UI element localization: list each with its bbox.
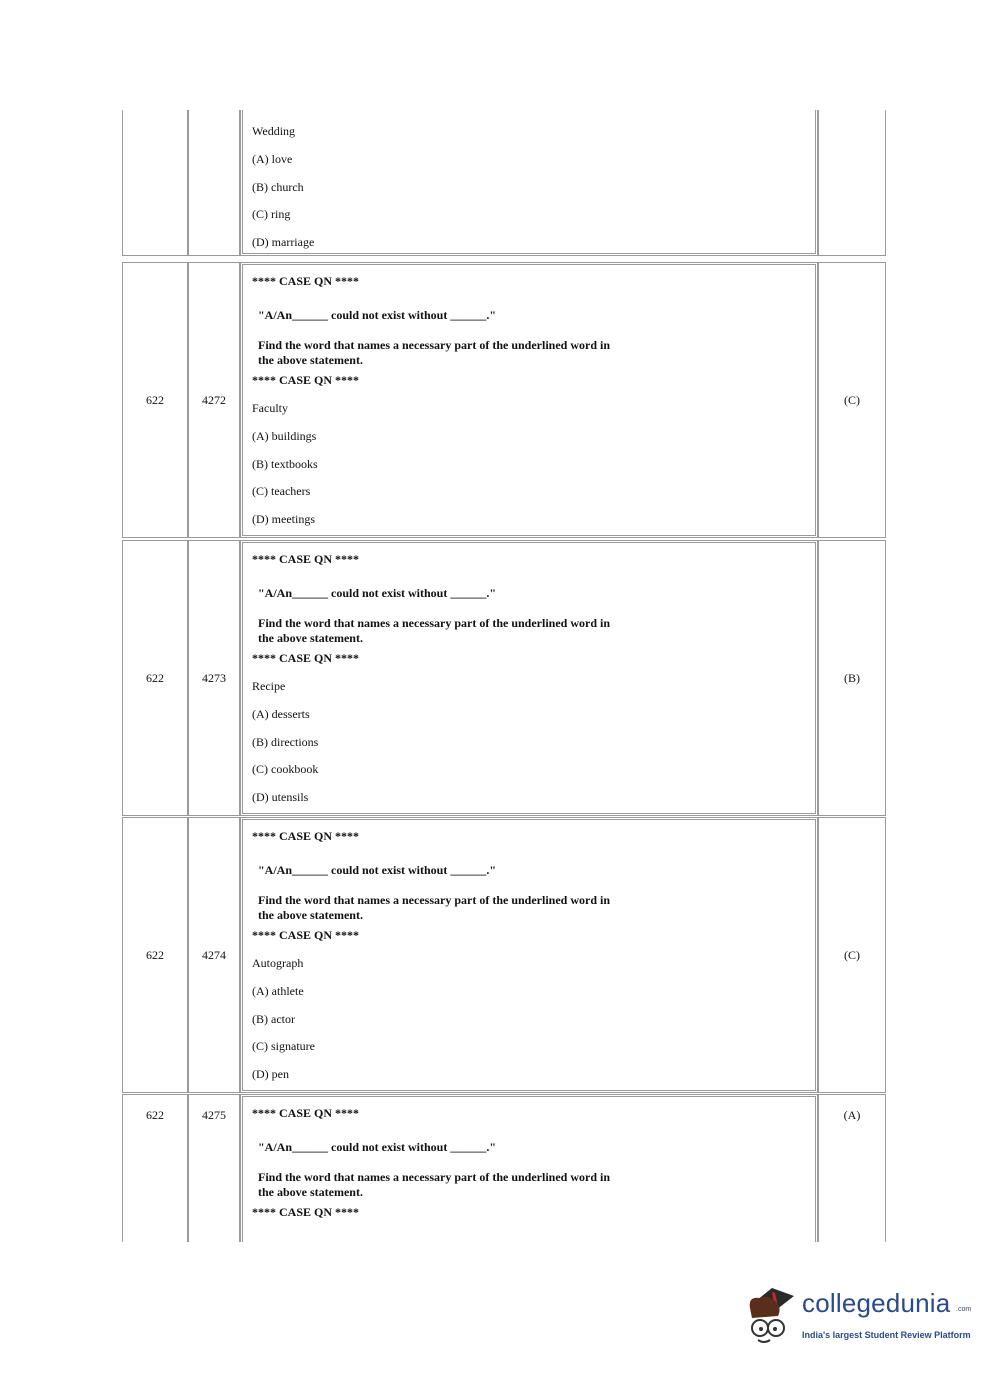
prefix-number: 622: [146, 671, 164, 685]
option-a: (A) desserts: [252, 707, 310, 721]
case-footer: **** CASE QN ****: [252, 1205, 360, 1219]
table-row: [122, 817, 886, 1093]
cell-question: [240, 817, 818, 1093]
cell-answer: [818, 817, 886, 1093]
case-footer: **** CASE QN ****: [252, 651, 360, 665]
option-a: (A) athlete: [252, 984, 304, 998]
option-b: (B) actor: [252, 1012, 295, 1026]
table-row: [122, 540, 886, 816]
prefix-number: 622: [146, 1108, 164, 1122]
case-instruction: Find the word that names a necessary part of the underlined word in the above statement.: [258, 893, 611, 922]
option-b: (B) directions: [252, 735, 319, 749]
question-word: Wedding: [252, 124, 296, 138]
case-instruction: Find the word that names a necessary part of the underlined word in the above statement.: [258, 616, 611, 645]
answer: (A): [843, 1108, 861, 1122]
option-c: (C) signature: [252, 1039, 315, 1053]
case-statement: "A/An______ could not exist without ______.": [258, 863, 497, 877]
case-footer: **** CASE QN ****: [252, 373, 360, 387]
case-statement: "A/An______ could not exist without ______.": [258, 1140, 497, 1154]
question-number: 4275: [202, 1108, 226, 1122]
table-row: [122, 262, 886, 538]
question-word: Autograph: [252, 956, 304, 970]
question-table: [122, 110, 886, 1242]
question-number: 4274: [202, 948, 226, 962]
option-d: (D) pen: [252, 1067, 289, 1081]
answer: (C): [844, 948, 860, 962]
cell-qno: [188, 110, 240, 256]
cell-answer: [818, 1094, 886, 1242]
question-number: 4273: [202, 671, 226, 685]
cell-prefix: [122, 110, 188, 256]
option-a: (A) buildings: [252, 429, 317, 443]
cell-prefix: [122, 817, 188, 1093]
option-b: (B) church: [252, 180, 304, 194]
cell-qno: [188, 262, 240, 538]
cell-answer: [818, 540, 886, 816]
case-statement: "A/An______ could not exist without ______.": [258, 586, 497, 600]
answer: (C): [844, 393, 860, 407]
table-row: [122, 1094, 886, 1242]
cell-question: [240, 262, 818, 538]
case-footer: **** CASE QN ****: [252, 928, 360, 942]
option-d: (D) meetings: [252, 512, 315, 526]
case-header: **** CASE QN ****: [252, 829, 360, 843]
option-b: (B) textbooks: [252, 457, 318, 471]
case-instruction: Find the word that names a necessary part of the underlined word in the above statement.: [258, 1170, 611, 1199]
cell-answer: [818, 110, 886, 256]
cell-qno: [188, 1094, 240, 1242]
option-d: (D) marriage: [252, 235, 315, 249]
prefix-number: 622: [146, 393, 164, 407]
question-number: 4272: [202, 393, 226, 407]
option-d: (D) utensils: [252, 790, 309, 804]
case-instruction: Find the word that names a necessary part of the underlined word in the above statement.: [258, 338, 611, 367]
collegedunia-logo: [742, 1282, 972, 1352]
table-row: [122, 110, 886, 256]
question-word: Faculty: [252, 401, 288, 415]
cell-question: [240, 540, 818, 816]
prefix-number: 622: [146, 948, 164, 962]
cell-prefix: [122, 540, 188, 816]
cell-qno: [188, 540, 240, 816]
cell-qno: [188, 817, 240, 1093]
option-a: (A) love: [252, 152, 293, 166]
case-statement: "A/An______ could not exist without ______.": [258, 308, 497, 322]
option-c: (C) teachers: [252, 484, 311, 498]
case-header: **** CASE QN ****: [252, 552, 360, 566]
option-c: (C) cookbook: [252, 762, 319, 776]
option-c: (C) ring: [252, 207, 291, 221]
case-header: **** CASE QN ****: [252, 1106, 360, 1120]
cell-answer: [818, 262, 886, 538]
logo-wordmark: collegedunia: [802, 1288, 951, 1318]
case-header: **** CASE QN ****: [252, 274, 360, 288]
cell-prefix: [122, 1094, 188, 1242]
cell-question: [240, 110, 818, 256]
answer: (B): [844, 671, 860, 685]
mascot-icon: [742, 1282, 800, 1346]
cell-prefix: [122, 262, 188, 538]
question-word: Recipe: [252, 679, 286, 693]
logo-suffix: .com: [956, 1306, 972, 1313]
logo-tagline: India's largest Student Review Platform: [802, 1330, 971, 1340]
